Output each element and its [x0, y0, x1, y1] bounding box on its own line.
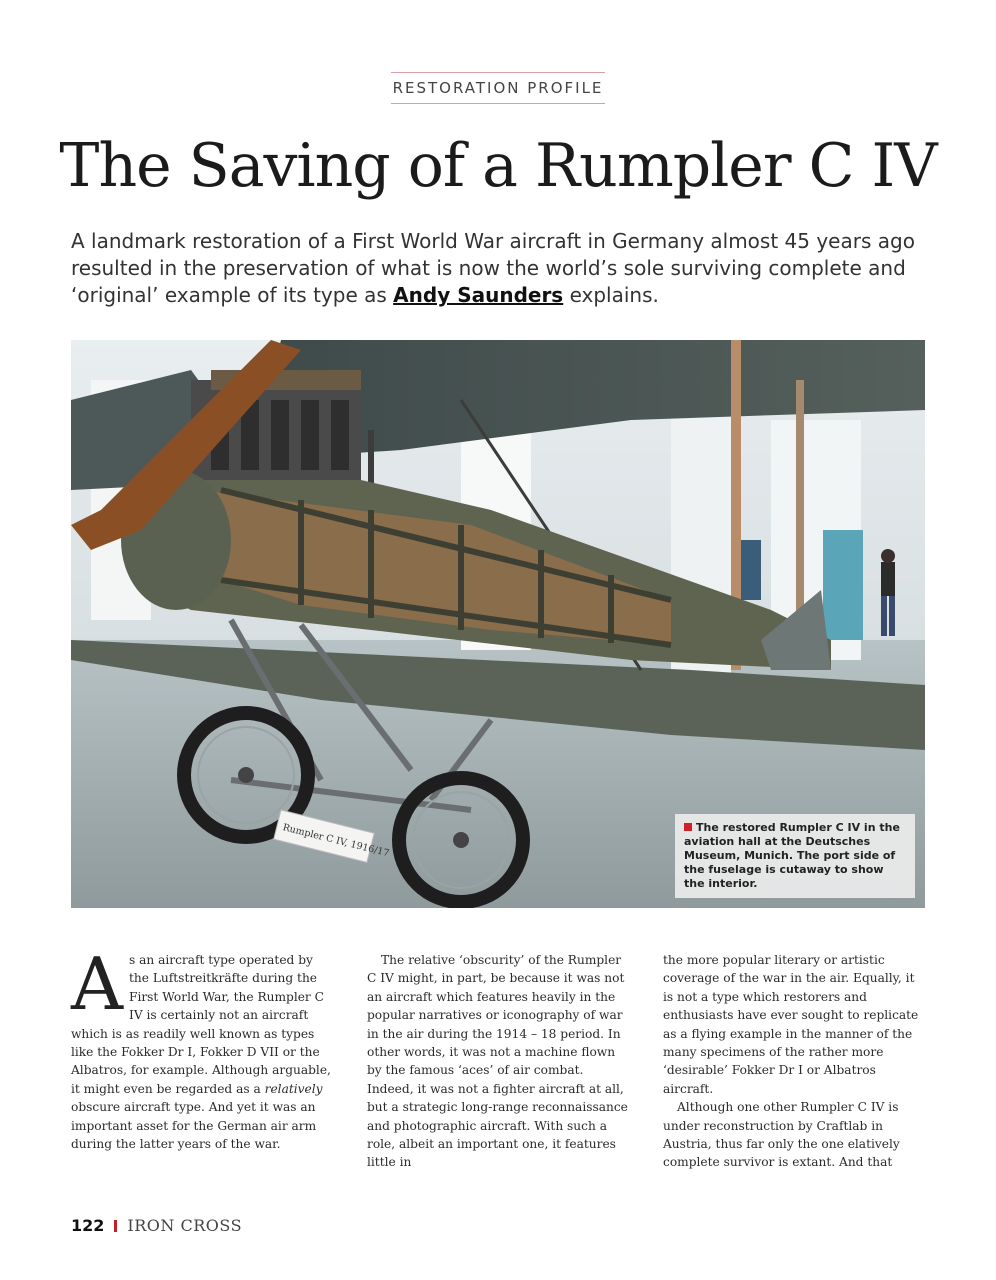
body-paragraph: the more popular literary or artistic coverage of the war in the air. Equally, it is not a type which restorers and enthusiasts have ever sought to replicate as a flying example in the manner of the many specimens of the rather more ‘desirable’ Fokker Dr I or Albatros aircraft. — [663, 953, 919, 1096]
caption-marker-icon — [684, 823, 692, 831]
col1-text-a: s an aircraft type operated by the Luftstreitkräfte during the First World War, the Rumpler C IV is certainly not an aircraft which is as readily well known as types like the Fokker Dr I, Fokker D VII or the Albatros, for example. Although arguable, it might even be regarded as a — [71, 953, 331, 1096]
article-body — [71, 942, 925, 1181]
photo-caption — [675, 814, 915, 898]
page-number: 122 — [71, 1216, 105, 1235]
col1-italic: relatively — [264, 1081, 323, 1096]
body-paragraph — [71, 942, 333, 1153]
body-column-1 — [71, 942, 333, 1153]
col1-text-b: obscure aircraft type. And yet it was an important asset for the German air arm during the latter years of the war. — [71, 1100, 317, 1152]
standfirst-text-before: A landmark restoration of a First World War aircraft in Germany almost 45 years ago resulted in the preservation of what is now the world’s sole surviving complete and ‘original’ example of its type as — [71, 229, 915, 307]
section-label: RESTORATION PROFILE — [391, 72, 606, 104]
placard-text: Rumpler C IV, 1916/17 — [281, 822, 391, 860]
body-column-3 — [663, 951, 925, 1172]
article-title: The Saving of a Rumpler C IV — [59, 131, 937, 201]
body-paragraph: Although one other Rumpler C IV is under reconstruction by Craftlab in Austria, thus far only the one elatively complete survivor is extant. And that — [663, 1100, 900, 1170]
footer-divider — [114, 1220, 117, 1232]
page-footer — [71, 1216, 242, 1235]
body-column-2 — [367, 951, 629, 1172]
body-paragraph: The relative ‘obscurity’ of the Rumpler C IV might, in part, be because it was not an aircraft which features heavily in the popular narratives or iconography of war in the air during the 1914 – 18 period. In other words, it was not a machine flown by the famous ‘aces’ of air combat. Indeed, it was not a fighter aircraft at all, but a strategic long-range reconnaissance and photographic aircraft. With such a role, albeit an important one, it features little in — [367, 953, 628, 1170]
standfirst — [71, 228, 921, 309]
magazine-name: IRON CROSS — [127, 1216, 243, 1235]
section-label-wrap — [0, 72, 996, 104]
photo-caption-text: The restored Rumpler C IV in the aviation hall at the Deutsches Museum, Munich. The port side of the fuselage is cutaway to show the interior. — [684, 821, 900, 890]
aircraft-photo — [71, 340, 925, 908]
author-name: Andy Saunders — [393, 283, 564, 307]
drop-cap: A — [71, 942, 123, 1026]
standfirst-text-after: explains. — [563, 283, 659, 307]
